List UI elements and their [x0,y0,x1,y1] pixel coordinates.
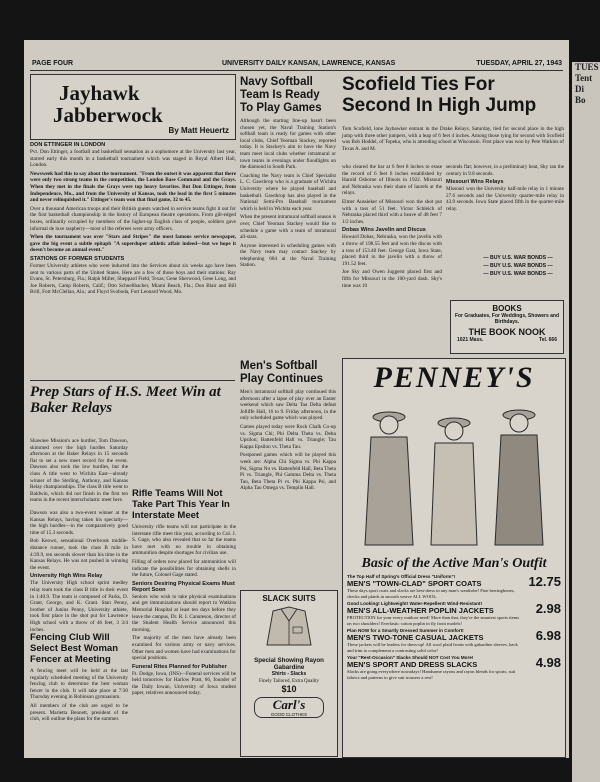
newspaper-name: UNIVERSITY DAILY KANSAN, LAWRENCE, KANSAS [222,60,396,67]
slack-suit-illustration [259,605,319,657]
scofield-headline: Scofield Ties For Second In High Jump [342,74,537,116]
jabberwock-para-1: Pvt. Don Ettinger, a football and basketball sensation as a sophomore at the University last year, starred early this month in a basketball tournament which was staged in Royal Albert Hall, London. [30,149,236,169]
scofield-para-6: seconds flat; however, in a preliminary heat, Sky ran the century in 9.8 seconds. [446,164,564,177]
scofield-sub-1: Dobas Wins Javelin and Discus [342,227,426,234]
carls-logo [254,697,324,718]
penneys-item-2-desc: PROTECTION for your every outdoor need! More than that, they're the smartest sports items on two shoulders! Everlastic cotton poplin in fly front models! [347,615,520,626]
funeral-headline: Funeral Rites Planned for Publisher [132,663,227,670]
jabberwock-para-2: Newsweek had this to say about the tournament. "From the outset it was apparent that there were only two strong teams in the competition, the London Base Command and the Grays. When they met in the finals the Grays were top heavy favorites. But Don Ettinger, from Independence, Mo., and from the University of Kansas, took the lead in the first 5 minutes and never relinquished it." Ettinger's team won that final game, 32 to 45. [30,170,236,204]
adjacent-page-strip [572,62,600,782]
mens-softball-para-1: Men's intramural softball play continued this afternoon after a lapse of play over an Easter weekend which saw Delta Tau Delta defeat Jolliffe Hall, 16 to 9. Friday afternoon, in the only scheduled game which was played. [240,389,336,422]
adjacent-page-line-4: Bo [575,95,586,105]
issue-date: TUESDAY, APRIL 27, 1943 [476,60,562,67]
war-bonds-line-1: — BUY U.S. WAR BONDS — [483,255,553,261]
penneys-item-3-kicker: Plan NOW for a Smartly Dressed Summer in Comfort! [347,628,464,633]
scofield-para-4: Howard Dobas, Nebraska, won the javelin with a throw of 198.55 feet and won the discus with a toss of 153.40 feet. George Gast, Iowa State, placed third in the javelin with a throw of 191.52 feet. [342,234,442,267]
rifle-teams-story [132,486,236,756]
carls-logo-text: Carl's [272,697,306,712]
prep-para-3: Bob Keown, sensational Overbrook middle-distance runner, took the class B mile in 4:39.9, ten seconds slower than his time in the Kansas Relays. He was not pushed in winning the event. [30,538,128,571]
war-bonds-banner [474,254,562,286]
navy-headline: Navy Softball Team Is Ready To Play Games [240,76,322,114]
navy-para-4: Anyone interested in scheduling games with the Navy team may contact Stackey by telephoning 684 at the Naval Training Station. [240,242,336,269]
penneys-item-2-title: MEN'S ALL-WEATHER POPLIN JACKETS [347,605,494,615]
penneys-item-4-price: 4.98 [535,655,561,670]
war-bonds-line-3: — BUY U.S. WAR BONDS — [483,271,553,277]
scofield-para-7: Missouri won the University half-mile relay in 1 minute 27.6 seconds and the University quarter-mile relay in 43.9 seconds. Iowa State placed fifth in the quarter-mile relay. [446,186,564,212]
adjacent-page-line-3: Di [575,84,584,94]
seniors-para-2: The majority of the men have already been examined for various army or navy services. Other men and women have had examinations for special positions. [132,635,236,662]
carls-logo-sub: GOOD CLOTHES [270,712,308,717]
navy-para-2: Coaching the Navy team is Chief Specialist L. C. Gawthrop who is a graduate of Wichita University where he played baseball and basketball. Gawthrop has also played in the National Semi-Pro Baseball tournament which is held in Wichita each year. [240,172,336,212]
scofield-para-2: who cleared the bar at 6 feet 8 inches to erase the record of 6 feet 6 inches established by Harold Osborne of Illinois in 1922. Missouri and Nebraska won their share of laurels at the relays. [342,164,442,197]
navy-para-1: Although the starting line-up hasn't been chosen yet, the Naval Training Station's softball team is ready for games with other local clubs, Chief Yeoman Stackey, reported today. It is Stackey's aim to have the Navy team meet local clubs whether intramural or town teams in evenings under floodlights on the diamond in South Park. [240,118,336,171]
jabberwock-para-4: When the tournament was over "Stars and Stripes" the most famous service newspaper, gave the big event a subtle epitaph "A superduper athletic affair indeed—but we hope it doesn't become an annual event." [30,234,236,254]
scofield-para-1: Tom Scofield, lone Jayhawker entrant in the Drake Relays, Saturday, tied for second place in the high jump with three other jumpers, with a leap of 6 feet 4 inches. Among those tying for second with Scofield was Bob Hoddel, of Topeka, who is attending school at Wisconsin. First place was won by Pete Watkins of Texas A. and M. [342,126,564,152]
jabberwock-sub-2: STATIONS OF FORMER STUDENTS [30,255,125,262]
scofield-para-3: Elmer Aussieker of Missouri won the shot put with a toss of 51 feet. Victor Schleich of Nebraska placed third with a heave of 48 feet 7 1/2 inches. [342,198,442,225]
penneys-item-1-desc: These days sport coats and slacks are best-dress in any man's wardrobe! Fine herringbones, checks and plaids in smooth weave ALL WOOL. [347,588,515,599]
carls-ad-subtitle: Special Showing Rayon Gabardine [254,657,324,671]
book-nook-name: THE BOOK NOOK [468,327,546,337]
penneys-slogan: Basic of the Active Man's Outfit [361,556,547,571]
rifle-para-1: University rifle teams will not participate in the interstate rifle meet this year, according to Col. J. S. Gage, who also revealed that so far the teams have met with no trouble in obtaining ammunition despite shortages for civilian use. [132,524,236,557]
jabberwock-title-1: Jayhawk [59,81,140,105]
mens-softball-para-3: Postponed games which will be played this week are: Alpha Chi Sigma vs. Phi Kappa Psi, Sigma Nu vs. Battenfeld Hall, Beta Theta Pi vs. Triangle, Phi Gamma Delta vs. Theta Tau, Beta Theta Pi vs. Phi Kappa Psi, and Alpha Tau Omega vs. Templin Hall. [240,452,336,492]
jabberwock-header-box [30,74,236,140]
mens-softball-para-2: Games played today were Rock Chalk Co-op vs. Sigma Chi; Phi Delta Theta vs. Delta Upsilon; Battenfeld Hall vs. Triangle; Tau Kappa Epsilon vs. Theta Tau. [240,423,336,450]
penneys-item-3-desc: These jackets will be leaders for dress-up! All wool plaid fronts with gabardine sleeves, back and trim to complement a contrasting solid color! [347,642,518,653]
scofield-sub-2: Missouri Wins Relays [446,179,504,186]
penneys-item-1 [347,574,561,599]
penneys-item-2-price: 2.98 [535,601,561,616]
scofield-headline-block [342,74,564,124]
seniors-para-1: Seniors who wish to take physical examinations and get immunizations should report to Watkins Memorial Hospital at least ten days before they leave the campus, Dr. R. I. Canuteson, director of the Student Health Service announced this morning. [132,593,236,633]
scofield-lead [342,126,564,166]
adjacent-page-line-1: TUES [575,62,599,72]
jabberwock-sub-1: DON ETTINGER IN LONDON [30,142,106,148]
mens-softball-headline: Men's Softball Play Continues [240,360,324,385]
book-nook-title: BOOKS [492,304,522,313]
newspaper-page [24,40,569,758]
penneys-item-1-price: 12.75 [528,574,561,589]
war-bonds-line-2: — BUY U.S. WAR BONDS — [483,263,553,269]
prep-para-2: Dawson was also a two-event winner at the Kansas Relays, having taken his specialty—the high hurdles—in the comparatively good time of 15.3 seconds. [30,510,128,536]
fencing-club-story [30,630,128,755]
book-nook-phone: Tel. 666 [539,337,557,343]
penneys-illustration [349,395,559,555]
book-nook-footer [451,337,563,345]
penneys-item-2 [347,601,561,626]
carls-ad-tagline: Finely Tailored, Extra Quality [258,679,320,684]
penneys-item-4 [347,655,561,680]
prep-para-4: The University High school sprint medley relay team took the class B title in their event in 1:40.9. The team is composed of Parks, D. Grant, George, and K. Grant. Stan Penny, brother of Junius Penny, University athlete, took first place in the shot put for Lawrence High school with a throw of 46 feet, 3 3/4 inches. [30,580,128,633]
scofield-body-right [446,164,564,256]
penneys-item-3-price: 6.98 [535,628,561,643]
navy-softball-story [240,74,336,354]
prep-stars-headline-block [30,382,236,436]
penneys-item-1-kicker: The Top Half of Spring's Official Dress "Uniform"! [347,574,456,579]
book-nook-ad [450,300,564,354]
penneys-item-4-kicker: Your "Rest-Occasion" Slacks Should NOT Cost You More! [347,655,474,660]
page-number: PAGE FOUR [32,60,74,67]
seniors-headline: Seniors Desiring Physical Exams Must Report Soon [132,580,235,593]
scofield-para-5: Joe Sky and Owen Juggerst placed first and fifth for Missouri in the 100-yard dash. Sky's time was 10 [342,269,442,289]
penneys-item-4-desc: Slacks are going everywhere nowadays! Handsome rayons and rayon blends for sports, suit fabrics and patterns to give suit trousers a rest! [347,669,516,680]
jabberwock-byline: By Matt Heuertz [168,126,229,135]
carls-ad-title: SLACK SUITS [262,594,316,603]
penneys-item-3-title: MEN'S TWO-TONE CASUAL JACKETS [347,632,484,642]
mens-softball-story [240,358,336,588]
book-nook-tagline: For Graduates, For Weddings, Showers and Birthdays. [454,313,560,325]
prep-para-1: Shawnee Mission's ace hurdler, Tom Dawson, skimmed over the high hurdles Saturday afternoon at the Baker Relays in 15 seconds flat to set a new meet record for the event. Dawson also took the low hurdles, but the class A title went to Wichita East—already winner of the Sterling, Anthony, and Kansas Relay championships. The class B title went to Baldwin, which did not finish in the first ten teams in the recent interscholastic meet here. [30,438,128,504]
carls-slack-suits-ad [240,590,338,757]
jabberwock-para-3: Over a thousand American troops and their British guests watched in service teams fight it out for the first basketball championship in the history of European theatre operations. From gilt-edged boxes, ordinarily occupied by members of the higher-up English class of people, soldiers gave informal de luxe raspberry—most of the referees were army officers. [30,205,236,232]
section-rule-left [30,380,235,381]
penneys-item-1-title: MEN'S "TOWN-CLAD" SPORT COATS [347,578,482,588]
penneys-item-4-title: MEN'S SPORT AND DRESS SLACKS [347,659,478,669]
book-nook-address: 1021 Mass. [457,337,484,343]
funeral-para-1: Ft. Dodge, Iowa, (INS)—Funeral services will be held tomorrow for Harlow Pratt, 66, founder of the Daily Iowan, University of Iowa student paper, relatives announced today. [132,670,236,697]
jabberwock-title-2: Jabberwock [53,103,163,127]
rifle-para-2: Filling of orders now placed for ammunition will indicate the possibilities for obtaining shells in the future, Colonel Gage stated. [132,558,236,579]
prep-stars-headline: Prep Stars of H.S. Meet Win at Baker Relays [30,384,221,416]
column-jabberwock [30,74,236,374]
prep-stars-wide [30,438,236,478]
penneys-item-3 [347,628,561,653]
fencing-para-2: All members of the club are urged to be present. Marietta Bennett, president of the club, will outline the plans for the summer. [30,702,128,723]
scofield-body-left [342,164,442,354]
penneys-ad [342,358,566,758]
jabberwock-para-5: Former University athletes who were inducted into the Services about six weeks ago have been sent to various parts of the United States. Here are a few of those boys and their stations: Ray Evans, St. Petersburg, Fla.; Ralph Miller, Sheppard Field, Texas; Gene Sherwood, Gene Long, and Joe Roberts, Camp Roberts, Calif.; Otto Schnellbacher, Miami Beach, Fla.; Don Blair and Bill Brill, Fort McClellan, Ala.; and Floyd Svoboda, Fort Leonard Wood, Mo. [30,262,236,296]
adjacent-page-line-2: Tent [575,73,593,83]
penneys-logo: PENNEY'S [373,361,535,394]
prep-sub: University High Wins Relay [30,573,103,580]
rifle-headline: Rifle Teams Will Not Take Part This Year In Interstate Meet [132,488,230,521]
penneys-item-2-kicker: Good Looking! Lightweight! Water-Repellent! Wind-Resistant! [347,601,483,606]
carls-ad-items: Shirts - Slacks [271,671,307,677]
fencing-para-1: A fencing meet will be held at the last regularly scheduled meeting of the University fencing club to determine the best woman fencer in the club. It will take place at 7:30 Thursday evening in Robinson gymnasium. [30,668,128,701]
carls-ad-price: $10 [281,684,297,694]
masthead-rule [30,70,563,71]
fencing-headline: Fencing Club Will Select Best Woman Fencer at Meeting [30,632,118,665]
masthead [32,60,562,70]
prep-stars-body-2 [30,510,128,633]
navy-para-3: When the present intramural softball season is over, Chief Yeoman Stackey would like to schedule a game with a team of intramural all-stars. [240,214,336,241]
